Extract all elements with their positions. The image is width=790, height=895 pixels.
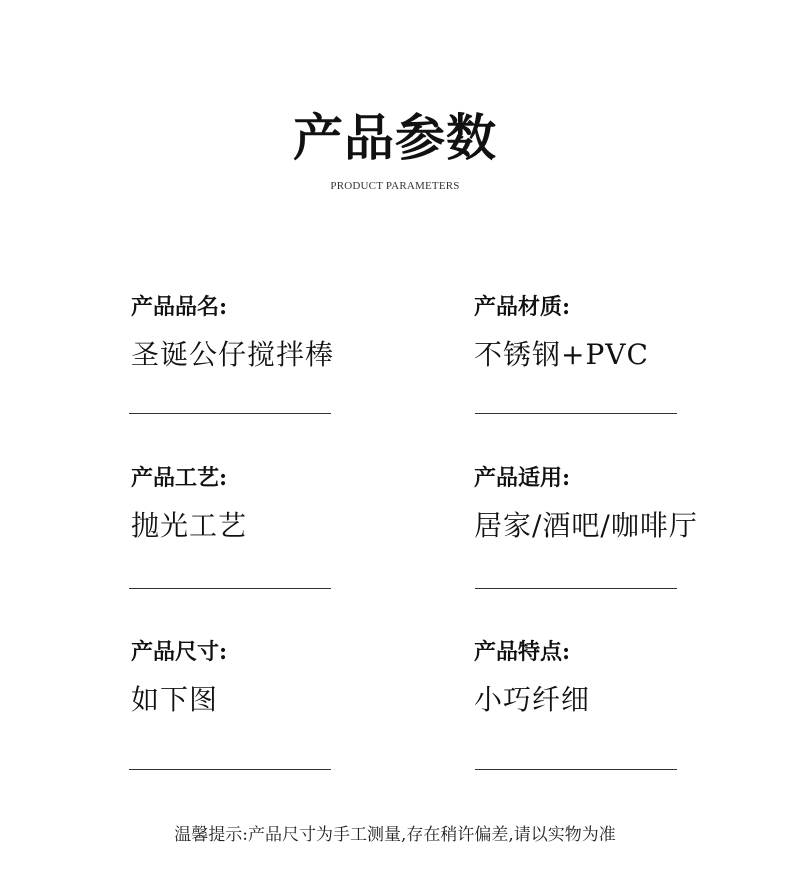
param-label: 产品品名: — [131, 294, 228, 320]
param-value: 小巧纤细 — [474, 683, 591, 716]
divider — [129, 413, 331, 414]
divider — [129, 588, 331, 589]
divider — [475, 413, 677, 414]
param-label: 产品工艺: — [131, 465, 228, 491]
page-subtitle: PRODUCT PARAMETERS — [330, 180, 460, 192]
param-label: 产品材质: — [474, 294, 571, 320]
param-craft — [131, 463, 371, 543]
divider — [129, 769, 331, 770]
param-size — [131, 637, 371, 717]
param-value: 如下图 — [131, 683, 219, 716]
param-value: 不锈钢+PVC — [474, 338, 649, 371]
param-product-name — [131, 292, 371, 372]
param-label: 产品适用: — [474, 465, 571, 491]
param-value: 圣诞公仔搅拌棒 — [131, 338, 335, 371]
param-label: 产品特点: — [474, 639, 571, 665]
footer-note: 温馨提示:产品尺寸为手工测量,存在稍许偏差,请以实物为准 — [174, 825, 616, 845]
divider — [475, 769, 677, 770]
param-feature — [474, 637, 714, 717]
param-usage — [474, 463, 774, 543]
param-value: 居家/酒吧/咖啡厅 — [474, 509, 698, 542]
divider — [475, 588, 677, 589]
param-material — [474, 292, 714, 372]
param-label: 产品尺寸: — [131, 639, 228, 665]
page-title: 产品参数 — [293, 108, 497, 167]
param-value: 抛光工艺 — [131, 509, 248, 542]
